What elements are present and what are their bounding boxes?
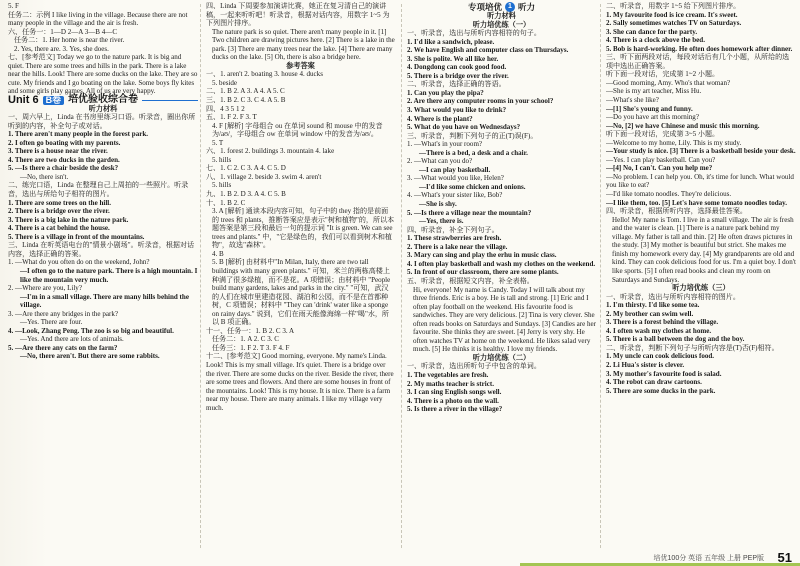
column-1 [8,2,198,550]
column-divider [600,4,601,548]
text-line: 5. There is a village in front of the mountains. [8,232,145,241]
section-heading: 听力材料 [487,11,516,20]
page-footer [0,550,800,566]
text-line: Hello! My name is Tom. I live in a small village. The air is fresh and the water is clean. [1] There is a nature park behind my village. My father is tall and thin. [2] He often draws pictures in the study. [3] My mother is beautiful but strict. She makes me finish my homework every day. [4] My grandparents are old and kind. They can cook delicious food for us. I'm a quiet boy. I don't like sports. [5] I often read books and clean my room on Saturdays and Sundays. [612,215,796,284]
text-line: 5. F [8,2,19,10]
text-line: —She is my art teacher, Miss Hu. [606,87,702,96]
text-line: 任务二：1. Her home is near the river. [14,36,125,45]
section-heading: 听力培优练（二） [472,352,531,362]
text-line: 3. She can dance for the party. [606,27,698,36]
text-line: 1. —What do you often do on the weekend, John? [8,258,150,267]
section-heading: 参考答案 [286,60,315,70]
text-line: 5. In front of our classroom, there are some plants. [407,268,559,277]
text-line: 一、1. aren't 2. boating 3. house 4. ducks [206,70,323,79]
text-line: 3. My mother's favourite food is salad. [606,369,722,378]
column-divider [401,4,402,548]
text-line: 十一、任务一：1. B 2. C 3. A [206,326,295,335]
text-line: 5. There are some ducks in the park. [606,386,716,395]
text-line: —No, there aren't. But there are some rabbits. [20,352,160,361]
text-line: —Yes. There are four. [20,318,83,327]
text-line: —I like them, too. [5] Let's have some tomato noodles today. [606,198,788,207]
text-line: 2. There is a lake near the village. [407,242,508,251]
text-line: —No, there isn't. [20,172,69,181]
text-line: 3. A [解析] 通读本段内容可知，句子中的 they 指的是前面的 trees 和 plants，推断答案应是表示"树和植物"的，所以本题答案是第三段和最后一句的提示词 "It is green. We can see trees and plants." 中，"它是绿色的，我们可以看到树木和植物"，故选"森林"。 [212,207,395,250]
text-line: 任务二：示例 I like living in the village. Because there are not many people in the village and the air is fresh. [8,10,188,28]
section-number-badge: 1 [505,2,515,12]
unit-badge: B卷 [43,96,65,105]
text-line: 2. We have English and computer class on Thursdays. [407,46,569,55]
text-line: —Yes. And there are lots of animals. [20,335,124,344]
unit-title: 培优验收综合卷 [68,94,139,106]
text-line: 四、听录音，根据所听内容，选择最佳答案。 [606,207,747,216]
text-line: 十、1. B 2. C [206,198,246,207]
text-line: 2. Li Hua's sister is clever. [606,360,685,369]
text-line: 二、练完口语，Linda 在整理自己上周拍的一些照片。听录音，选出与所给句子相符的图片。 [8,181,189,199]
text-line: 2. Sally sometimes watches TV on Saturdays. [606,19,742,28]
text-line: —Yes, there is. [419,217,464,226]
text-line: 5. Is there a river in the village? [407,405,503,414]
text-line: 四、听录音，补全下列句子。 [407,225,499,234]
text-line: 1. These strawberries are fresh. [407,234,502,243]
text-line: 5. —Is there a chair beside the desk? [8,164,119,173]
text-line: —I'd like some chicken and onions. [419,182,526,191]
text-line: 4. There is a clock above the bed. [606,36,705,45]
text-line: 一、听录音，选出所听句子中包含的单词。 [407,362,541,371]
text-line: 1. There aren't many people in the forest park. [8,130,149,139]
text-line: 三、Linda 在听英语电台的"情景小剧场"。听录音，根据对话内容，选择正确的答案。 [8,241,195,258]
text-line: 2. —What can you do? [407,157,473,166]
page-number: 51 [777,550,792,565]
text-line: 1. Can you play the pipa? [407,88,484,97]
unit-name: Unit 6 [8,94,39,107]
text-line: 3. She is polite. We all like her. [407,54,499,63]
text-line: 二、1. B 2. A 3. A 4. A 5. C [206,87,285,96]
text-line: 一、听录音，选出与所听内容相符的图片。 [606,292,740,301]
text-line: 1. The vegetables are fresh. [407,370,489,379]
text-line: Hi, everyone! My name is Candy. Today I will talk about my three friends. Eric is a boy. He is tall and strong. [1] Eric and I often play football on the weekend. His favourite food is sandwiches. They are very delicious. [2] Tina is very clever. She often reads books on Saturdays and Sundays. [3] Candies are her favourite. She thinks they are sweet. [4] Jerry is very shy. He often watches TV at home on the weekend. He likes salad very much. [5] He thinks it is healthy. I love my friends. [413,285,596,354]
text-line: 4. I often wash my clothes at home. [606,326,712,335]
text-line: 3. There is a big lake in the nature park. [8,215,129,224]
unit-rule [142,100,198,101]
section-heading: 听力培优练（三） [672,283,730,293]
text-line: —Do you have art this morning? [606,113,699,122]
text-line: 3. There is a forest behind the village. [606,318,719,327]
text-line: 1. My favourite food is ice cream. It's sweet. [606,10,738,19]
text-line: —No, [2] we have Chinese and music this morning. [606,121,760,130]
text-line: 六、任务一：1—D 2—A 3—B 4—C [8,27,118,36]
text-line: 八、1. village 2. beside 3. swim 4. aren't [206,172,322,181]
column-divider [200,4,201,548]
text-line: —[4] No, I can't. Can you help me? [606,164,713,173]
section-heading: 听力培优练（一） [472,19,531,29]
text-line: —I'm in a small village. There are many hills behind the village. [20,292,189,310]
text-line: 4. There is a photo on the wall. [407,396,499,405]
text-line: 二、听录音，选择正确的答语。 [407,80,506,89]
text-line: 2. I often go boating with my parents. [8,138,121,147]
text-line: 3. —Are there any bridges in the park? [8,309,118,318]
text-line: 九、1. B 2. D 3. A 4. C 5. B [206,190,286,199]
text-line: 四、4 3 5 1 2 [206,104,245,113]
footer-book-info: 培优100分 英语 五年级 上册 PEP版 [653,555,764,562]
text-line: 七、[参考范文] Today we go to the nature park. It is big and quiet. There are some trees and hills in the park. There is a lake near the hills. Look! There are some ducks on the lake. They are so cute. My friends and I go boating on the lake. Some boys fly kites and some girls play games. All of us are very happy. [8,53,198,96]
text-line: 三、听录音，判断下列句子的正(T)误(F)。 [407,131,538,140]
text-line: 5. There is a bridge over the river. [407,71,509,80]
text-line: 二、听录音，用数字 1~5 给下列图片排序。 [606,2,741,10]
text-line: 2. My maths teacher is strict. [407,379,494,388]
text-line: —I often go to the nature park. There is a high mountain. I like the mountain very much. [20,266,198,284]
text-line: 四、Linda 下周要参加演讲比赛，她正在复习清自己的演讲稿，一起来听听吧！听录音，根据对话内容，用数字 1~5 为下列图片排序。 [206,2,390,28]
text-line: —I can play basketball. [419,165,491,174]
column-2 [206,2,395,550]
text-line: The nature park is so quiet. There aren't many people in it. [1] Two children are drawing pictures here. [2] There is a lake in the park. [3] There are many trees near the lake. [4] There are many ducks on the lake. [5] Oh, there is also a bridge here. [212,27,395,62]
text-line: 二、听录音，判断下列句子与所听内容是(T)否(F)相符。 [606,343,779,352]
text-line: 1. My uncle can cook delicious food. [606,352,715,361]
text-line: 三、听下面两段对话，每段对话后有几个小题，从所给的选项中选出正确答案。 [606,53,790,70]
text-line: 2. Are there any computer rooms in your school? [407,97,554,106]
text-line: 一、听录音，选出与所听内容相符的句子。 [407,29,541,38]
text-line: 4. There is a cat behind the house. [8,224,110,233]
text-line: 5. B [解析] 由材料中"In Milan, Italy, there are two tall buildings with many green plants." 可知，米兰的两栋高楼上种满了很多绿植，而不是花。A 项错误；由材料中 "People build many gardens, lakes and parks in the city." "可知，武汉的人们在城市里建造花园、湖泊和公园，而不是在首都种树，C 项错误；材料中 "They can 'drink' water like a sponge on rainy days." 说到，它们在雨天能像海绵一样"喝"水，所以 B 项正确。 [212,258,391,327]
text-line: 4. —What's your sister like, Bob? [407,191,503,200]
text-line: 5. —Are there any cats on the farm? [8,343,118,352]
text-line: 一、周六早上，Linda 在书房里练习口语。听录音，圈出你所听到的内容，补全句子或对话。 [8,113,196,130]
text-line: 5. Bob is hard-working. He often does homework after dinner. [606,44,793,53]
text-line: 十二、[参考范文] Good morning, everyone. My name's Linda. Look! This is my small village. It's quiet. There is a bridge over the river. There are some ducks on the river. Beside the river, there are some trees and flowers. And there are some houses in front of the mountains. Look! This is my house. It is nice. There is a farm near my house. There are many animals. I like my village very much. [206,352,394,412]
text-line: 4. I often play basketball and wash my clothes on the weekend. [407,259,596,268]
section-heading: 听力材料 [88,103,118,113]
text-line: 1. I'd like a sandwich, please. [407,37,495,46]
text-line: 5. hills [212,155,232,164]
text-line: 5. T [212,138,224,147]
text-line: —What's she like? [606,96,659,105]
text-line: 4. F [解析] 字母组合 ou 在单词 sound 和 mouse 中的发音为/aʊ/，字母组合 ow 在单词 window 中的发音为/əʊ/。 [212,121,383,139]
text-line: 4. Dongdong can cook good food. [407,63,507,72]
text-line: 3. I can sing English songs well. [407,388,502,397]
text-line: 2. Yes, there are. 3. Yes, she does. [14,44,109,53]
text-line: 4. B [212,249,224,258]
text-line: —I'd like tomato noodles. They're delicious. [606,190,732,199]
text-line: 4. Where is the plant? [407,114,473,123]
text-line: 三、1. B 2. C 3. C 4. A 5. B [206,96,286,105]
column-3 [407,2,596,550]
text-line: —Welcome to my home, Lily. This is my study. [606,138,742,147]
text-line: 任务三：1. F 2. T 3. F 4. F [212,343,290,352]
text-line: —There is a bed, a desk and a chair. [419,148,528,157]
text-line: —Your study is nice. [3] There is a basketball beside your desk. [606,147,796,156]
text-line: 3. What would you like to drink? [407,106,507,115]
text-line: 3. —What would you like, Helen? [407,174,504,183]
text-line: —Yes. I can play basketball. Can you? [606,155,716,164]
section-title: 专项培优 [467,2,502,12]
text-line: 4. —Look, Zhang Peng. The zoo is so big and beautiful. [8,326,174,335]
text-line: 1. I'm thirsty. I'd like some tea. [606,301,700,310]
text-line: 3. There is a house near the river. [8,147,108,156]
text-line: —Good morning, Amy. Who's that woman? [606,78,731,87]
section-subject: 听力 [518,2,536,12]
text-line: 听下面一段对话，完成第 3~5 小题。 [606,130,720,139]
text-line: 2. There is a bridge over the river. [8,207,110,216]
text-line: 五、1. F 2. F 3. T [206,113,257,122]
text-line: 1. —What's in your room? [407,140,483,149]
text-line: 5. There is a ball between the dog and the boy. [606,335,745,344]
text-line: 5. hills [212,181,232,190]
text-line: 五、听录音，根据短文内容，补全表格。 [407,276,534,285]
text-line: 5. —Is there a village near the mountain? [407,208,532,217]
text-line: 5. What do you have on Wednesdays? [407,123,521,132]
text-line: 六、1. forest 2. buildings 3. mountain 4. lake [206,147,335,156]
text-line: 2. —Where are you, Lily? [8,284,82,293]
text-line: 听下面一段对话，完成第 1~2 小题。 [606,70,720,79]
column-4 [606,2,796,550]
text-line: 任务二：1. A 2. C 3. C [212,335,279,344]
text-line: —No problem. I can help you. Oh, it's time for lunch. What would you like to eat? [606,172,794,190]
text-line: 3. Mary can sing and play the erhu in music class. [407,251,557,260]
text-line: 5. beside [212,78,238,87]
text-line: 2. My brother can swim well. [606,309,694,318]
text-line: —She is shy. [419,200,457,209]
text-line: 4. The robot can draw cartoons. [606,378,702,387]
text-line: 4. There are two ducks in the garden. [8,155,120,164]
text-line: 七、1. C 2. C 3. A 4. C 5. D [206,164,286,173]
text-line: 1. There are some trees on the hill. [8,198,112,207]
text-line: —[1] She's young and funny. [606,104,693,113]
